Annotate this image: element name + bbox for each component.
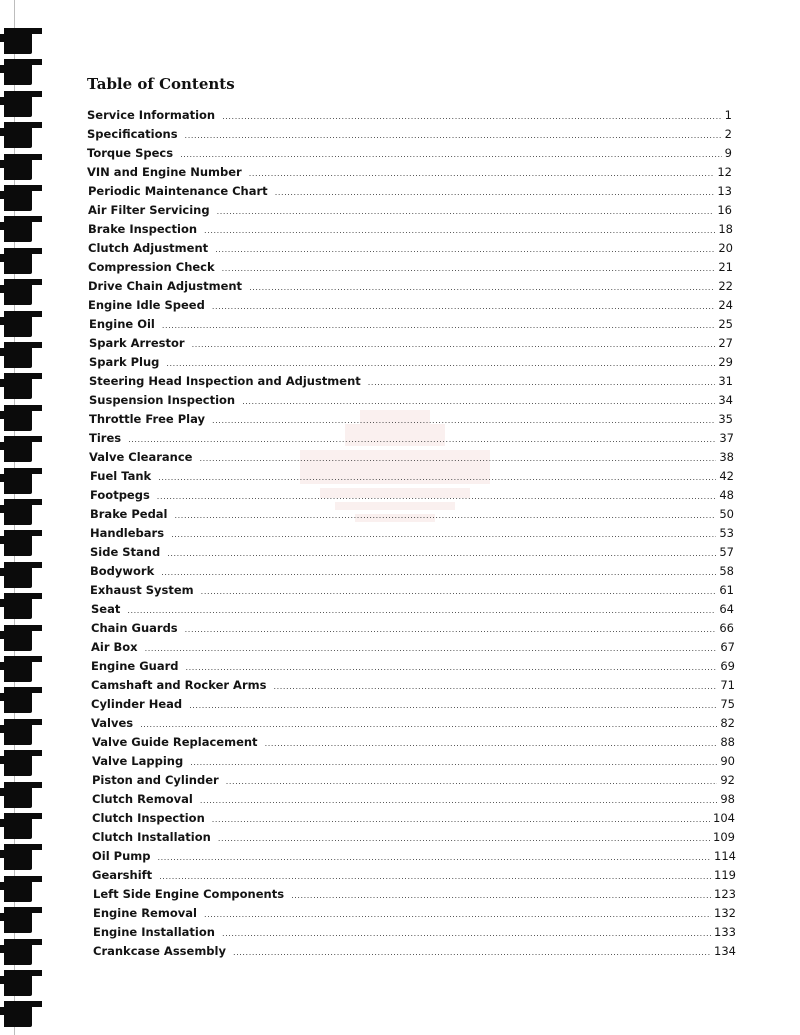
toc-dot-leader (192, 335, 716, 354)
coil-hook (0, 976, 10, 984)
toc-entry (89, 410, 733, 429)
toc-entry-label: Crankcase Assembly (93, 944, 226, 958)
toc-entry-page: 20 (718, 241, 733, 255)
toc-entry (90, 524, 734, 543)
toc-entry (91, 619, 734, 638)
toc-entry (91, 638, 735, 657)
toc-entry-label: Clutch Inspection (92, 811, 205, 825)
toc-entry-label: Engine Removal (93, 906, 197, 920)
toc-entry (91, 657, 735, 676)
toc-entry (90, 562, 734, 581)
binding-coil (0, 59, 42, 85)
toc-entry-label: Piston and Cylinder (92, 773, 219, 787)
toc-entry-page: 123 (714, 887, 736, 901)
toc-entry-label: Spark Arrestor (89, 336, 185, 350)
toc-entry-label: Engine Guard (91, 659, 179, 673)
toc-entry (93, 923, 736, 942)
toc-dot-leader (212, 810, 710, 829)
toc-dot-leader (145, 639, 718, 658)
toc-entry (90, 505, 734, 524)
toc-entry-page: 13 (717, 184, 732, 198)
toc-entry-page: 31 (718, 374, 733, 388)
toc-entry-label: VIN and Engine Number (87, 165, 242, 179)
toc-entry-label: Left Side Engine Components (93, 887, 285, 901)
toc-entry (87, 163, 732, 182)
toc-dot-leader (167, 544, 716, 563)
toc-entry (89, 334, 733, 353)
toc-dot-leader (180, 145, 722, 164)
toc-dot-leader (222, 924, 711, 943)
toc-entry-label: Cylinder Head (91, 697, 183, 711)
toc-entry-label: Chain Guards (91, 621, 178, 635)
toc-entry (93, 904, 736, 923)
toc-dot-leader (199, 449, 716, 468)
toc-entry-label: Valves (91, 716, 134, 730)
toc-entry-label: Seat (91, 602, 121, 616)
toc-entry-page: 53 (719, 526, 734, 540)
toc-entry (91, 695, 735, 714)
toc-entry (92, 847, 736, 866)
toc-entry-page: 18 (718, 222, 733, 236)
toc-entry (87, 144, 732, 163)
toc-dot-leader (226, 772, 718, 791)
toc-dot-leader (273, 677, 717, 696)
toc-entry (88, 220, 733, 239)
toc-entry (92, 771, 735, 790)
toc-entry-page: 35 (718, 412, 733, 426)
toc-entry (92, 733, 735, 752)
toc-dot-leader (140, 715, 717, 734)
binding-coil (0, 1001, 42, 1027)
toc-entry (91, 600, 734, 619)
toc-entry-page: 57 (719, 545, 734, 559)
toc-entry (87, 125, 732, 144)
toc-entry (88, 201, 732, 220)
toc-entry-page: 67 (720, 640, 735, 654)
toc-entry-label: Brake Inspection (88, 222, 198, 236)
toc-entry (89, 391, 733, 410)
toc-entry-label: Brake Pedal (90, 507, 168, 521)
toc-entry-page: 114 (714, 849, 736, 863)
toc-entry-page: 82 (720, 716, 735, 730)
toc-entry-label: Spark Plug (89, 355, 160, 369)
toc-entry-page: 119 (714, 868, 736, 882)
toc-dot-leader (291, 886, 711, 905)
toc-entry-page: 104 (713, 811, 735, 825)
toc-dot-leader (265, 734, 718, 753)
toc-entry-page: 71 (720, 678, 735, 692)
toc-entry (89, 315, 733, 334)
toc-entry (88, 182, 732, 201)
toc-entry-page: 92 (720, 773, 735, 787)
toc-entry-page: 90 (720, 754, 735, 768)
toc-entry-page: 34 (718, 393, 733, 407)
toc-entry-page: 88 (720, 735, 735, 749)
toc-entry-label: Suspension Inspection (89, 393, 236, 407)
toc-entry (91, 714, 735, 733)
toc-dot-leader (175, 506, 717, 525)
toc-dot-leader (215, 240, 715, 259)
toc-entry (88, 277, 733, 296)
toc-entry (93, 885, 736, 904)
toc-entry-label: Periodic Maintenance Chart (88, 184, 268, 198)
toc-dot-leader (217, 202, 715, 221)
coil-hook (0, 1007, 10, 1015)
toc-entry-page: 16 (717, 203, 732, 217)
toc-dot-leader (186, 658, 718, 677)
toc-entry (89, 372, 733, 391)
toc-entry-label: Engine Installation (93, 925, 215, 939)
toc-dot-leader (233, 943, 711, 962)
toc-entry-page: 64 (719, 602, 734, 616)
toc-entry-page: 42 (719, 469, 734, 483)
toc-entry-label: Steering Head Inspection and Adjustment (89, 374, 361, 388)
toc-entry-label: Side Stand (90, 545, 161, 559)
toc-entry-page: 133 (714, 925, 736, 939)
toc-entry (90, 581, 734, 600)
toc-entry-page: 109 (713, 830, 735, 844)
toc-entry-page: 48 (719, 488, 734, 502)
toc-dot-leader (212, 411, 715, 430)
toc-entry-page: 69 (720, 659, 735, 673)
toc-dot-leader (185, 126, 722, 145)
coil-hook (0, 97, 10, 105)
toc-entry-page: 58 (719, 564, 734, 578)
toc-entry-page: 24 (718, 298, 733, 312)
toc-entry (92, 828, 735, 847)
toc-entry-label: Handlebars (90, 526, 165, 540)
toc-entry-page: 37 (719, 431, 734, 445)
toc-dot-leader (158, 848, 712, 867)
toc-entry-page: 9 (724, 146, 732, 160)
coil-tip (30, 59, 42, 65)
toc-entry (90, 467, 734, 486)
toc-dot-leader (128, 430, 716, 449)
toc-entry-label: Bodywork (90, 564, 155, 578)
toc-entry-label: Camshaft and Rocker Arms (91, 678, 267, 692)
toc-entry (90, 543, 734, 562)
toc-dot-leader (190, 753, 717, 772)
toc-entry (88, 258, 733, 277)
coil-hook (0, 34, 10, 42)
toc-dot-leader (212, 297, 716, 316)
toc-entry-page: 50 (719, 507, 734, 521)
toc-entry-label: Valve Lapping (92, 754, 184, 768)
toc-entry (89, 448, 734, 467)
coil-tip (30, 970, 42, 976)
binding-coil (0, 28, 42, 54)
toc-entry-label: Clutch Installation (92, 830, 211, 844)
toc-entry (90, 486, 734, 505)
toc-entry-label: Valve Guide Replacement (92, 735, 258, 749)
toc-dot-leader (201, 582, 717, 601)
toc-entry-label: Air Filter Servicing (88, 203, 210, 217)
toc-entry-page: 29 (718, 355, 733, 369)
toc-entry (89, 353, 733, 372)
toc-entry-page: 132 (714, 906, 736, 920)
toc-entry-page: 21 (718, 260, 733, 274)
coil-tip (30, 28, 42, 34)
toc-dot-leader (204, 905, 711, 924)
toc-entry-label: Valve Clearance (89, 450, 193, 464)
toc-entry-page: 38 (719, 450, 734, 464)
coil-tip (30, 1001, 42, 1007)
toc-dot-leader (242, 392, 715, 411)
toc-entry-label: Oil Pump (92, 849, 151, 863)
toc-entry-page: 66 (719, 621, 734, 635)
toc-entry (88, 239, 733, 258)
toc-dot-leader (157, 487, 717, 506)
toc-entry (87, 106, 732, 125)
toc-entry-label: Gearshift (92, 868, 153, 882)
toc-entry-label: Exhaust System (90, 583, 194, 597)
toc-dot-leader (222, 107, 722, 126)
toc-dot-leader (159, 867, 711, 886)
toc-entry-label: Engine Oil (89, 317, 155, 331)
toc-entry (92, 790, 735, 809)
toc-entry-label: Drive Chain Adjustment (88, 279, 243, 293)
toc-entry (88, 296, 733, 315)
toc-entry-page: 27 (718, 336, 733, 350)
toc-entry-label: Engine Idle Speed (88, 298, 205, 312)
toc-entry (92, 809, 735, 828)
toc-dot-leader (189, 696, 717, 715)
toc-dot-leader (222, 259, 716, 278)
toc-entry-label: Clutch Removal (92, 792, 193, 806)
toc-dot-leader (204, 221, 715, 240)
toc-dot-leader (249, 278, 715, 297)
toc-dot-leader (158, 468, 716, 487)
toc-dot-leader (162, 316, 715, 335)
toc-dot-leader (127, 601, 716, 620)
toc-entry-label: Specifications (87, 127, 178, 141)
toc-entry-page: 61 (719, 583, 734, 597)
toc-entry-page: 22 (718, 279, 733, 293)
toc-dot-leader (171, 525, 716, 544)
toc-entry (92, 752, 735, 771)
toc-entry-page: 2 (724, 127, 732, 141)
toc-entry (91, 676, 735, 695)
toc-dot-leader (166, 354, 715, 373)
toc-entry-page: 25 (718, 317, 733, 331)
toc-entry-page: 75 (720, 697, 735, 711)
toc-dot-leader (368, 373, 716, 392)
toc-entry-label: Service Information (87, 108, 216, 122)
binding-coil (0, 970, 42, 996)
toc-heading: Table of Contents (87, 75, 235, 93)
toc-entry-label: Footpegs (90, 488, 150, 502)
toc-entry-label: Air Box (91, 640, 138, 654)
toc-entry-page: 98 (720, 792, 735, 806)
toc-dot-leader (218, 829, 710, 848)
toc-entry-page: 1 (724, 108, 732, 122)
toc-entry-label: Fuel Tank (90, 469, 152, 483)
toc-entry-page: 134 (714, 944, 736, 958)
toc-entry-label: Compression Check (88, 260, 215, 274)
toc-dot-leader (249, 164, 715, 183)
toc-entry-label: Torque Specs (87, 146, 174, 160)
toc-entry-label: Tires (89, 431, 122, 445)
toc-dot-leader (275, 183, 715, 202)
toc-list (0, 106, 800, 961)
toc-entry (93, 942, 736, 961)
coil-tip (30, 91, 42, 97)
toc-entry (89, 429, 734, 448)
toc-dot-leader (200, 791, 718, 810)
toc-dot-leader (161, 563, 716, 582)
toc-entry-page: 12 (717, 165, 732, 179)
toc-entry-label: Throttle Free Play (89, 412, 206, 426)
coil-hook (0, 65, 10, 73)
toc-entry (92, 866, 736, 885)
toc-entry-label: Clutch Adjustment (88, 241, 209, 255)
toc-dot-leader (185, 620, 717, 639)
